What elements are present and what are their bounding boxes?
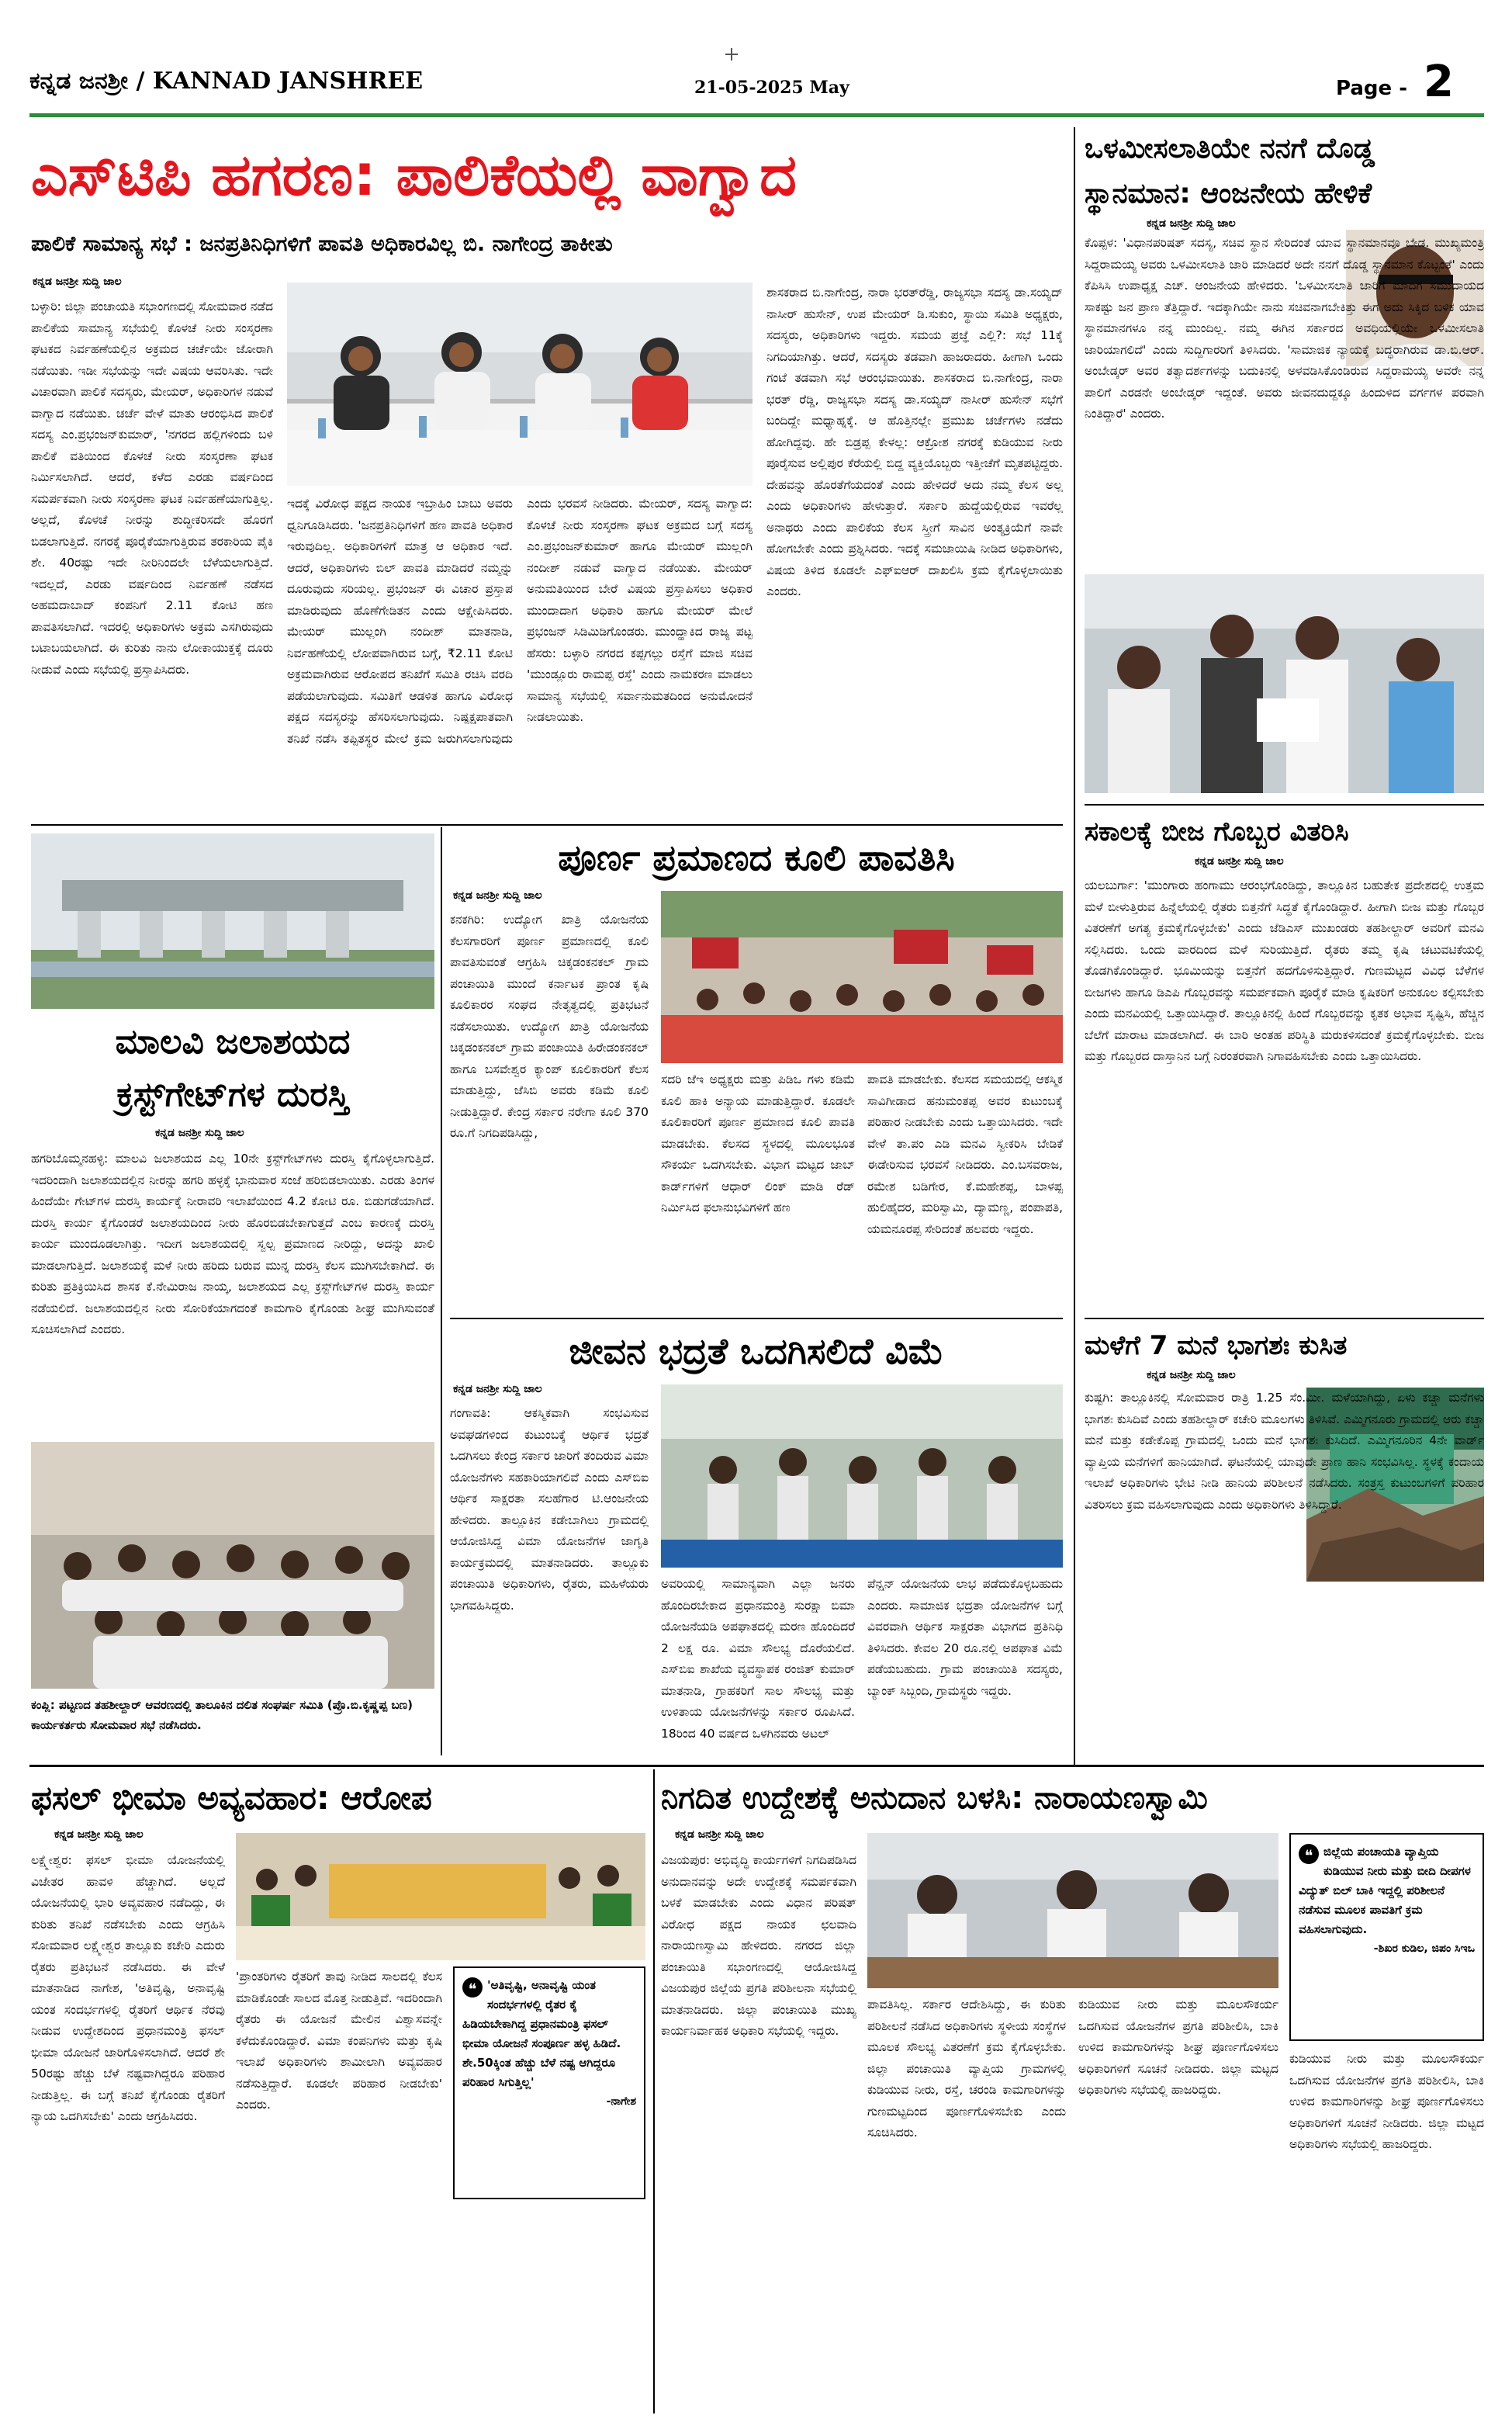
wage-col3: ಪಾವತಿ ಮಾಡಬೇಕು. ಕೆಲಸದ ಸಮಯದಲ್ಲಿ ಆಕಸ್ಮಿಕ ಸಾವಿಗೀಡಾದ ಹನುಮಂತಪ್ಪ ಅವರ ಕುಟುಂಬಕ್ಕೆ ಪರಿಹಾರ ನೀಡಬೇಕು ಎಂದು ಒತ್ತಾಯಿಸಿದರು. ಇದೇ ವೇಳೆ ತಾ.ಪಂ ಎಡಿ ಮನವಿ ಸ್ವೀಕರಿಸಿ ಬೇಡಿಕೆ ಈಡೇರಿಸುವ ಭರವಸೆ ನೀಡಿದರು. ಎಂ.ಬಸವರಾಜ, ರಮೇಶ ಬಡಿಗೇರ, ಕೆ.ಮಹೇಶಪ್ಪ, ಬಾಳಪ್ಪ ಹುಲಿಹೈದರ, ಮರಿಸ್ವಾಮಿ, ದ್ಯಾಮಣ್ಣ, ಪಂಪಾಪತಿ, ಯಮನೂರಪ್ಪ ಸೇರಿದಂತೆ ಹಲವರು ಇದ್ದರು.	[867, 1072, 1063, 1236]
grant-col2: ಪಾವತಿಸಿಲ್ಲ. ಸರ್ಕಾರ ಆದೇಶಿಸಿದ್ದು, ಈ ಕುರಿತು ಪರಿಶೀಲನೆ ನಡೆಸಿದ ಅಧಿಕಾರಿಗಳು ಸ್ಥಳೀಯ ಸಂಸ್ಥೆಗಳ ಮೂಲಕ ಸೌಲಭ್ಯ ವಿತರಣೆಗೆ ಕ್ರಮ ಕೈಗೊಳ್ಳಬೇಕು. ಜಿಲ್ಲಾ ಪಂಚಾಯಿತಿ ವ್ಯಾಪ್ತಿಯ ಗ್ರಾಮಗಳಲ್ಲಿ ಕುಡಿಯುವ ನೀರು, ರಸ್ತೆ, ಚರಂಡಿ ಕಾಮಗಾರಿಗಳನ್ನು ಗುಣಮಟ್ಟದಿಂದ ಪೂರ್ಣಗೊಳಿಸಬೇಕು ಎಂದು ಸೂಚಿಸಿದರು.	[867, 1998, 1066, 2140]
wage-col2: ಸದರಿ ಜೆಇ ಅಧ್ಯಕ್ಷರು ಮತ್ತು ಪಿಡಿಒ ಗಳು ಕಡಿಮೆ ಕೂಲಿ ಹಾಕಿ ಅನ್ಯಾಯ ಮಾಡುತ್ತಿದ್ದಾರೆ. ಕೂಡಲೇ ಕೂಲಿಕಾರರಿಗೆ ಪೂರ್ಣ ಪ್ರಮಾಣದ ಕೂಲಿ ಪಾವತಿ ಮಾಡಬೇಕು. ಕೆಲಸದ ಸ್ಥಳದಲ್ಲಿ ಮೂಲಭೂತ ಸೌಕರ್ಯ ಒದಗಿಸಬೇಕು. ವಿಭಾಗ ಮಟ್ಟದ ಜಾಬ್ ಕಾರ್ಡ್‌ಗಳಿಗೆ ಆಧಾರ್ ಲಿಂಕ್ ಮಾಡಿ ರೆಡ್ ನಿರ್ಮಿಸಿದ ಫಲಾನುಭವಿಗಳಿಗೆ ಹಣ	[661, 1072, 855, 1214]
seeds-headline: ಸಕಾಲಕ್ಕೆ ಬೀಜ ಗೊಬ್ಬರ ವಿತರಿಸಿ	[1085, 816, 1349, 847]
dam-body: ಹಗರಿಬೊಮ್ಮನಹಳ್ಳಿ: ಮಾಲವಿ ಜಲಾಶಯದ ಎಲ್ಲ 10ನೇ ಕ್ರಸ್ಟ್‌ಗೇಟ್‌ಗಳು ದುರಸ್ತಿ ಕೈಗೊಳ್ಳಲಾಗುತ್ತಿದೆ. ಇದರಿಂದಾಗಿ ಜಲಾಶಯದಲ್ಲಿನ ನೀರನ್ನು ಹಗರಿ ಹಳ್ಳಕ್ಕೆ ಭಾನುವಾರ ಸಂಜೆ ಹರಿಬಿಡಲಾಯಿತು. ಎರಡು ತಿಂಗಳ ಹಿಂದೆಯೇ ಗೇಟ್‌ಗಳ ದುರಸ್ತಿ ಕಾರ್ಯಕ್ಕೆ ನೀರಾವರಿ ಇಲಾಖೆಯಿಂದ 4.2 ಕೋಟಿ ರೂ. ಬಿಡುಗಡೆಯಾಗಿದೆ. ದುರಸ್ತಿ ಕಾರ್ಯ ಕೈಗೊಂಡರೆ ಜಲಾಶಯದಿಂದ ನೀರು ಹೊರಬಿಡಬೇಕಾಗುತ್ತದೆ ಎಂಬ ಕಾರಣಕ್ಕೆ ದುರಸ್ತಿ ಕಾರ್ಯ ಮುಂದೂಡಲಾಗಿತ್ತು. ಇದೀಗ ಜಲಾಶಯದಲ್ಲಿ ಸ್ವಲ್ಪ ಪ್ರಮಾಣದ ನೀರಿದ್ದು, ಅದನ್ನು ಖಾಲಿ ಮಾಡಲಾಗುತ್ತಿದೆ. ಜಲಾಶಯಕ್ಕೆ ಮಳೆ ನೀರು ಹರಿದು ಬರುವ ಮುನ್ನ ದುರಸ್ತಿ ಕೆಲಸ ಮುಗಿಸಬೇಕಾಗಿದೆ. ಈ ಕುರಿತು ಪ್ರತಿಕ್ರಿಯಿಸಿದ ಶಾಸಕ ಕೆ.ನೇಮಿರಾಜ ನಾಯ್ಕ, ಜಲಾಶಯದ ಎಲ್ಲ ಕ್ರಸ್ಟ್‌ಗೇಟ್‌ಗಳ ದುರಸ್ತಿ ಕಾರ್ಯ ನಡೆಯಲಿದೆ. ಜಲಾಶಯದಲ್ಲಿನ ನೀರು ಸೋರಿಕೆಯಾಗದಂತೆ ಕಾಮಗಾರಿ ಕೈಗೊಂಡು ಶೀಘ್ರ ಮುಗಿಸುವಂತೆ ಸೂಚಿಸಲಾಗಿದೆ ಎಂದರು.	[31, 1152, 434, 1336]
masthead-rule	[29, 113, 1484, 117]
crop-col1: ಲಕ್ಷ್ಮೇಶ್ವರ: ಫಸಲ್ ಭೀಮಾ ಯೋಜನೆಯಲ್ಲಿ ವಿಜೇತರ ಹಾವಳಿ ಹೆಚ್ಚಾಗಿದೆ. ಅಲ್ಲದೆ ಯೋಜನೆಯಲ್ಲಿ ಭಾರಿ ಅವ್ಯವಹಾರ ನಡೆದಿದ್ದು, ಈ ಕುರಿತು ತನಿಖೆ ನಡೆಸಬೇಕು ಎಂದು ಆಗ್ರಹಿಸಿ ಸೋಮವಾರ ಲಕ್ಷ್ಮೇಶ್ವರ ತಾಲ್ಲೂಕು ಕಚೇರಿ ಎದುರು ರೈತರು ಪ್ರತಿಭಟನೆ ನಡೆಸಿದರು. ಈ ವೇಳೆ ಮಾತನಾಡಿದ ನಾಗೇಶ, 'ಅತಿವೃಷ್ಟಿ, ಅನಾವೃಷ್ಟಿ ಯಂತ ಸಂದರ್ಭಗಳಲ್ಲಿ ರೈತರಿಗೆ ಆರ್ಥಿಕ ನೆರವು ನೀಡುವ ಉದ್ದೇಶದಿಂದ ಪ್ರಧಾನಮಂತ್ರಿ ಫಸಲ್ ಭೀಮಾ ಯೋಜನೆ ಜಾರಿಗೊಳಿಸಲಾಗಿದೆ. ಆದರೆ ಶೇ 50ರಷ್ಟು ಹೆಚ್ಚು ಬೆಳೆ ನಷ್ಟವಾಗಿದ್ದರೂ ಪರಿಹಾರ ನೀಡುತ್ತಿಲ್ಲ. ಈ ಬಗ್ಗೆ ತನಿಖೆ ಕೈಗೊಂಡು ರೈತರಿಗೆ ನ್ಯಾಯ ಒದಗಿಸಬೇಕು' ಎಂದು ಆಗ್ರಹಿಸಿದರು.	[31, 1853, 225, 2123]
crop-pullquote: 'ಅತಿವೃಷ್ಟಿ, ಅನಾವೃಷ್ಟಿ ಯಂತ ಸಂದರ್ಭಗಳಲ್ಲಿ ರೈತರ ಕೈ ಹಿಡಿಯಬೇಕಾಗಿದ್ದ ಪ್ರಧಾನಮಂತ್ರಿ ಫಸಲ್ ಭೀಮಾ ಯೋಜನೆ ಸಂಪೂರ್ಣ ಹಳ್ಳ ಹಿಡಿದೆ. ಶೇ.50ಕ್ಕಿಂತ ಹೆಚ್ಚು ಬೆಳೆ ನಷ್ಟ ಆಗಿದ್ದರೂ ಪರಿಹಾರ ಸಿಗುತ್ತಿಲ್ಲ'	[462, 1978, 621, 2089]
grant-col1: ವಿಜಯಪುರ: ಅಭಿವೃದ್ಧಿ ಕಾರ್ಯಗಳಿಗೆ ನಿಗದಿಪಡಿಸಿದ ಅನುದಾನವನ್ನು ಅದೇ ಉದ್ದೇಶಕ್ಕೆ ಸಮರ್ಪಕವಾಗಿ ಬಳಕೆ ಮಾಡಬೇಕು ಎಂದು ವಿಧಾನ ಪರಿಷತ್ ವಿರೋಧ ಪಕ್ಷದ ನಾಯಕ ಛಲವಾದಿ ನಾರಾಯಣಸ್ವಾಮಿ ಹೇಳಿದರು. ನಗರದ ಜಿಲ್ಲಾ ಪಂಚಾಯಿತಿ ಸಭಾಂಗಣದಲ್ಲಿ ಆಯೋಜಿಸಿದ್ದ ವಿಜಯಪುರ ಜಿಲ್ಲೆಯ ಪ್ರಗತಿ ಪರಿಶೀಲನಾ ಸಭೆಯಲ್ಲಿ ಮಾತನಾಡಿದರು. ಜಿಲ್ಲಾ ಪಂಚಾಯಿತಿ ಮುಖ್ಯ ಕಾರ್ಯನಿರ್ವಾಹಕ ಅಧಿಕಾರಿ ಸಭೆಯಲ್ಲಿ ಇದ್ದರು.	[661, 1853, 856, 2038]
bottom-divider	[653, 1769, 655, 2413]
quote-icon: ❝	[1299, 1844, 1319, 1864]
dam-headline-1: ಮಾಲವಿ ಜಲಾಶಯದ	[115, 1022, 351, 1062]
lead-byline: ಕನ್ನಡ ಜನಶ್ರೀ ಸುದ್ದಿ ಜಾಲ	[33, 275, 122, 288]
insurance-byline: ಕನ್ನಡ ಜನಶ್ರೀ ಸುದ್ದಿ ಜಾಲ	[453, 1383, 542, 1395]
memorandum-photo	[1085, 574, 1484, 793]
issue-date: 21-05-2025 May	[694, 78, 849, 98]
lead-headline: ಎಸ್‌ಟಿಪಿ ಹಗರಣ: ಪಾಲಿಕೆಯಲ್ಲಿ ವಾಗ್ವಾದ	[31, 142, 797, 209]
crop-headline: ಫಸಲ್ ಭೀಮಾ ಅವ್ಯವಹಾರ: ಆರೋಪ	[31, 1779, 432, 1817]
page-label: Page -	[1336, 77, 1407, 100]
mid-section-rule	[31, 824, 1063, 826]
insurance-col1: ಗಂಗಾವತಿ: ಆಕಸ್ಮಿಕವಾಗಿ ಸಂಭವಿಸುವ ಅವಘಡಗಳಿಂದ ಕುಟುಂಬಕ್ಕೆ ಆರ್ಥಿಕ ಭದ್ರತೆ ಒದಗಿಸಲು ಕೇಂದ್ರ ಸರ್ಕಾರ ಜಾರಿಗೆ ತಂದಿರುವ ವಿಮಾ ಯೋಜನೆಗಳು ಸಹಕಾರಿಯಾಗಲಿವೆ ಎಂದು ಎಸ್‌ಬಿಐ ಆರ್ಥಿಕ ಸಾಕ್ಷರತಾ ಸಲಹೆಗಾರ ಟಿ.ಆಂಜನೇಯ ಹೇಳಿದರು. ತಾಲ್ಲೂಕಿನ ಕಡೇಬಾಗಿಲು ಗ್ರಾಮದಲ್ಲಿ ಆಯೋಜಿಸಿದ್ದ ವಿಮಾ ಯೋಜನೆಗಳ ಜಾಗೃತಿ ಕಾರ್ಯಕ್ರಮದಲ್ಲಿ ಮಾತನಾಡಿದರು. ತಾಲ್ಲೂಕು ಪಂಚಾಯಿತಿ ಅಧಿಕಾರಿಗಳು, ರೈತರು, ಮಹಿಳೆಯರು ಭಾಗವಹಿಸಿದ್ದರು.	[450, 1406, 649, 1613]
grant-byline: ಕನ್ನಡ ಜನಶ್ರೀ ಸುದ್ದಿ ಜಾಲ	[675, 1828, 764, 1841]
dss-caption: ಕಂಪ್ಲಿ: ಪಟ್ಟಣದ ತಹಶೀಲ್ದಾರ್ ಆವರಣದಲ್ಲಿ ತಾಲೂಕಿನ ದಲಿತ ಸಂಘರ್ಷ ಸಮಿತಿ (ಪ್ರೊ.ಬಿ.ಕೃಷ್ಣಪ್ಪ ಬಣ) ಕಾರ್ಯಕರ್ತರು ಸೋಮವಾರ ಸಭೆ ನಡೆಸಿದರು.	[31, 1698, 413, 1732]
awareness-photo	[661, 1384, 1063, 1568]
insurance-col2: ಅವರಿಯಲ್ಲಿ ಸಾಮಾನ್ಯವಾಗಿ ಎಲ್ಲಾ ಜನರು ಹೊಂದಿರಬೇಕಾದ ಪ್ರಧಾನಮಂತ್ರಿ ಸುರಕ್ಷಾ ಬಿಮಾ ಯೋಜನೆಯಡಿ ಅಪಘಾತದಲ್ಲಿ ಮರಣ ಹೊಂದಿದರೆ 2 ಲಕ್ಷ ರೂ. ವಿಮಾ ಸೌಲಭ್ಯ ದೊರೆಯಲಿದೆ. ಎಸ್‌ಬಿಐ ಶಾಖೆಯ ವ್ಯವಸ್ಥಾಪಕ ರಂಜಿತ್ ಕುಮಾರ್ ಮಾತನಾಡಿ, ಗ್ರಾಹಕರಿಗೆ ಸಾಲ ಸೌಲಭ್ಯ ಮತ್ತು ಉಳಿತಾಯ ಯೋಜನೆಗಳನ್ನು ಸರ್ಕಾರ ರೂಪಿಸಿದೆ. 18ರಿಂದ 40 ವರ್ಷದ ಒಳಗಿನವರು ಅಟಲ್	[661, 1577, 855, 1741]
crop-byline: ಕನ್ನಡ ಜನಶ್ರೀ ಸುದ್ದಿ ಜಾಲ	[54, 1828, 144, 1841]
reservation-headline-2: ಸ್ಥಾನಮಾನ: ಆಂಜನೇಯ ಹೇಳಿಕೆ	[1085, 178, 1372, 210]
lead-subhead: ಪಾಲಿಕೆ ಸಾಮಾನ್ಯ ಸಭೆ : ಜನಪ್ರತಿನಿಧಿಗಳಿಗೆ ಪಾವತಿ ಅಧಿಕಾರವಿಲ್ಲ ಬಿ. ನಾಗೇಂದ್ರ ತಾಕೀತು	[31, 232, 613, 256]
grant-headline: ನಿಗದಿತ ಉದ್ದೇಶಕ್ಕೆ ಅನುದಾನ ಬಳಸಿ: ನಾರಾಯಣಸ್ವಾಮಿ	[661, 1780, 1208, 1816]
rain-byline: ಕನ್ನಡ ಜನಶ್ರೀ ಸುದ್ದಿ ಜಾಲ	[1147, 1369, 1236, 1381]
farmers-protest-photo	[236, 1833, 645, 1960]
seeds-top-rule	[1085, 804, 1484, 806]
seeds-byline: ಕನ್ನಡ ಜನಶ್ರೀ ಸುದ್ದಿ ಜಾಲ	[1195, 855, 1284, 868]
reservation-headline-1: ಒಳಮೀಸಲಾತಿಯೇ ನನಗೆ ದೊಡ್ಡ	[1085, 133, 1375, 165]
wage-headline: ಪೂರ್ಣ ಪ್ರಮಾಣದ ಕೂಲಿ ಪಾವತಿಸಿ	[558, 837, 955, 878]
lead-photo	[287, 282, 753, 486]
grant-sidebox	[1289, 1833, 1484, 2041]
page-number: 2	[1424, 57, 1454, 107]
insurance-col3: ಪೆನ್ಷನ್ ಯೋಜನೆಯ ಲಾಭ ಪಡೆದುಕೊಳ್ಳಬಹುದು ಎಂದರು. ಸಾಮಾಜಿಕ ಭದ್ರತಾ ಯೋಜನೆಗಳ ಬಗ್ಗೆ ವಿವರವಾಗಿ ಆರ್ಥಿಕ ಸಾಕ್ಷರತಾ ವಿಭಾಗದ ಪ್ರತಿನಿಧಿ ತಿಳಿಸಿದರು. ಕೇವಲ 20 ರೂ.ನಲ್ಲಿ ಅಪಘಾತ ವಿಮೆ ಪಡೆಯಬಹುದು. ಗ್ರಾಮ ಪಂಚಾಯಿತಿ ಸದಸ್ಯರು, ಬ್ಯಾಂಕ್ ಸಿಬ್ಬಂದಿ, ಗ್ರಾಮಸ್ಥರು ಇದ್ದರು.	[867, 1577, 1063, 1698]
rain-top-rule	[1085, 1318, 1484, 1319]
mid-divider	[441, 827, 442, 1755]
wage-col1: ಕನಕಗಿರಿ: ಉದ್ಯೋಗ ಖಾತ್ರಿ ಯೋಜನೆಯ ಕೆಲಸಗಾರರಿಗೆ ಪೂರ್ಣ ಪ್ರಮಾಣದಲ್ಲಿ ಕೂಲಿ ಪಾವತಿಸುವಂತೆ ಆಗ್ರಹಿಸಿ ಚಿಕ್ಕಡಂಕನಕಲ್ ಗ್ರಾಮ ಪಂಚಾಯಿತಿ ಮುಂದೆ ಕರ್ನಾಟಕ ಪ್ರಾಂತ ಕೃಷಿ ಕೂಲಿಕಾರರ ಸಂಘದ ನೇತೃತ್ವದಲ್ಲಿ ಪ್ರತಿಭಟನೆ ನಡೆಸಲಾಯಿತು. ಉದ್ಯೋಗ ಖಾತ್ರಿ ಯೋಜನೆಯ ಚಿಕ್ಕಡಂಕನಕಲ್ ಗ್ರಾಮ ಪಂಚಾಯಿತಿ ಹಿರೇಡಂಕನಕಲ್ ಹಾಗೂ ಬಸವೇಶ್ವರ ಕ್ಯಾಂಪ್ ಕೂಲಿಕಾರರಿಗೆ ಕೆಲಸ ಮಾಡುತ್ತಿದ್ದು, ಜೆಸಿಬಿ ಅವರು ಕಡಿಮೆ ಕೂಲಿ ನೀಡುತ್ತಿದ್ದಾರೆ. ಕೇಂದ್ರ ಸರ್ಕಾರ ನರೇಗಾ ಕೂಲಿ 370 ರೂ.ಗೆ ನಿಗದಿಪಡಿಸಿದ್ದು,	[450, 913, 649, 1140]
column-divider	[1074, 127, 1075, 1765]
lead-col1: ಬಳ್ಳಾರಿ: ಜಿಲ್ಲಾ ಪಂಚಾಯತಿ ಸಭಾಂಗಣದಲ್ಲಿ ಸೋಮವಾರ ನಡೆದ ಪಾಲಿಕೆಯ ಸಾಮಾನ್ಯ ಸಭೆಯಲ್ಲಿ ಕೊಳಚೆ ನೀರು ಸಂಸ್ಕರಣಾ ಘಟಕದ ನಿರ್ವಹಣೆಯಲ್ಲಿನ ಅಕ್ರಮದ ಚರ್ಚೆಯೇ ಜೋರಾಗಿ ನಡೆಯಿತು. ಇಡೀ ಸಭೆಯನ್ನು ಇದೇ ವಿಷಯ ಆವರಿಸಿತು. ಇದೇ ವಿಚಾರವಾಗಿ ಪಾಲಿಕೆ ಸದಸ್ಯರು, ಮೇಯರ್, ಅಧಿಕಾರಿಗಳ ನಡುವೆ ವಾಗ್ವಾದ ನಡೆಯಿತು. ಚರ್ಚೆ ವೇಳೆ ಮಾತು ಆರಂಭಿಸಿದ ಪಾಲಿಕೆ ಸದಸ್ಯ ಎಂ.ಪ್ರಭಂಜನ್‌ಕುಮಾರ್, 'ನಗರದ ಹಲ್ಲಿಗಳಿಂದು ಬಳಿ ಪಾಲಿಕೆ ವತಿಯಿಂದ ಕೊಳಚೆ ನೀರು ಸಂಸ್ಕರಣಾ ಘಟಕ ನಿರ್ಮಿಸಲಾಗಿದೆ. ಆದರೆ, ಕಳೆದ ಎರಡು ವರ್ಷದಿಂದ ಸಮರ್ಪಕವಾಗಿ ನೀರು ಸಂಸ್ಕರಣಾ ಘಟಕ ನಿರ್ವಹಣೆಯಾಗುತ್ತಿಲ್ಲ. ಅಲ್ಲದೆ, ಕೊಳಚೆ ನೀರನ್ನು ಶುದ್ಧೀಕರಿಸದೇ ಹೊರಗೆ ಬಿಡಲಾಗುತ್ತಿದೆ. ನಗರಕ್ಕೆ ಪೂರೈಕೆಯಾಗುತ್ತಿರುವ ತರಕಾರಿಯ ಪೈಕಿ ಶೇ. 40ರಷ್ಟು ಇದೇ ನೀರಿನಿಂದಲೇ ಬೆಳೆಯಲಾಗುತ್ತಿದೆ. ಇದಲ್ಲದೆ, ಎರಡು ವರ್ಷದಿಂದ ನಿರ್ವಹಣೆ ನಡೆಸದ ಅಹಮದಾಬಾದ್ ಕಂಪನಿಗೆ 2.11 ಕೋಟಿ ಹಣ ಪಾವತಿಸಲಾಗಿದೆ. ಇದರಲ್ಲಿ ಅಧಿಕಾರಿಗಳು ಅಕ್ರಮ ಎಸಗಿರುವುದು ಬಟಾಬಯಲಾಗಿದೆ. ಈ ಕುರಿತು ನಾನು ಲೋಕಾಯುಕ್ತಕ್ಕೆ ದೂರು ನೀಡುವೆ ಎಂದು ಸಭೆಯಲ್ಲಿ ಪ್ರಸ್ತಾಪಿಸಿದರು.	[31, 300, 273, 677]
reservation-body: ಕೊಪ್ಪಳ: 'ವಿಧಾನಪರಿಷತ್ ಸದಸ್ಯ, ಸಚಿವ ಸ್ಥಾನ ಸೇರಿದಂತೆ ಯಾವ ಸ್ಥಾನಮಾನವೂ ಬೇಡ. ಮುಖ್ಯಮಂತ್ರಿ ಸಿದ್ದರಾಮಯ್ಯ ಅವರು ಒಳಮೀಸಲಾತಿ ಜಾರಿ ಮಾಡಿದರೆ ಅದೇ ನನಗೆ ದೊಡ್ಡ ಸ್ಥಾನಮಾನ ಕೊಟ್ಟಂತೆ' ಎಂದು ಕೆಪಿಸಿಸಿ ಉಪಾಧ್ಯಕ್ಷ ಎಚ್. ಆಂಜನೇಯ ಹೇಳಿದರು. 'ಒಳಮೀಸಲಾತಿ ಜಾರಿಗೆ ಮಾದಿಗ ಸಮುದಾಯದ ಸಾಕಷ್ಟು ಜನ ಪ್ರಾಣ ತೆತ್ತಿದ್ದಾರೆ. ಇದಕ್ಕಾಗಿಯೇ ನಾನು ಸಚಿವನಾಗಬೇಕಿತ್ತು ಈಗ ಅದು ಸಿಕ್ಕಿದ ಬಳಿಕ ಯಾವ ಸ್ಥಾನಮಾನಗಳೂ ನನ್ನ ಮುಂದಿಲ್ಲ. ನಮ್ಮ ಈಗಿನ ಸರ್ಕಾರದ ಅವಧಿಯಲ್ಲಿಯೇ ಒಳಮೀಸಲಾತಿ ಜಾರಿಯಾಗಲಿದೆ' ಎಂದು ಸುದ್ದಿಗಾರರಿಗೆ ತಿಳಿಸಿದರು. 'ಸಾಮಾಜಿಕ ನ್ಯಾಯಕ್ಕೆ ಬದ್ಧರಾಗಿರುವ ಡಾ.ಬಿ.ಆರ್. ಅಂಬೇಡ್ಕರ್ ಅವರ ತತ್ವಾದರ್ಶಗಳನ್ನು ಬದುಕಿನಲ್ಲಿ ಅಳವಡಿಸಿಕೊಂಡಿರುವ ಸಿದ್ದರಾಮಯ್ಯ ಅವರೇ ನನ್ನ ಪಾಲಿಗೆ ಎರಡನೇ ಅಂಬೇಡ್ಕರ್ ಇದ್ದಂತೆ. ಅವರು ಜೀವನದುದ್ದಕ್ಕೂ ಹಿಂದುಳಿದ ವರ್ಗಗಳ ಪರವಾಗಿ ನಿಂತಿದ್ದಾರೆ' ಎಂದರು.	[1085, 236, 1484, 421]
grant-sidebox-author: -ಶಿಖರ ಕುಡಿಲ, ಜಿಪಂ ಸಿಇಒ	[1373, 1942, 1475, 1955]
insurance-headline: ಜೀವನ ಭದ್ರತೆ ಒದಗಿಸಲಿದೆ ವಿಮೆ	[569, 1330, 944, 1372]
protest-photo	[661, 891, 1063, 1063]
masthead-cross	[725, 48, 738, 61]
dam-photo	[31, 833, 434, 1009]
grant-col3: ಕುಡಿಯುವ ನೀರು ಮತ್ತು ಮೂಲಸೌಕರ್ಯ ಒದಗಿಸುವ ಯೋಜನೆಗಳ ಪ್ರಗತಿ ಪರಿಶೀಲಿಸಿ, ಬಾಕಿ ಉಳಿದ ಕಾಮಗಾರಿಗಳನ್ನು ಶೀಘ್ರ ಪೂರ್ಣಗೊಳಿಸಲು ಅಧಿಕಾರಿಗಳಿಗೆ ಸೂಚನೆ ನೀಡಿದರು. ಜಿಲ್ಲಾ ಮಟ್ಟದ ಅಧಿಕಾರಿಗಳು ಸಭೆಯಲ್ಲಿ ಹಾಜರಿದ್ದರು.	[1078, 1998, 1278, 2097]
reservation-byline: ಕನ್ನಡ ಜನಶ್ರೀ ಸುದ್ದಿ ಜಾಲ	[1147, 217, 1236, 230]
bottom-section-rule	[29, 1765, 1484, 1767]
lead-col2: ಇದಕ್ಕೆ ವಿರೋಧ ಪಕ್ಷದ ನಾಯಕ ಇಬ್ರಾಹಿಂ ಬಾಬು ಅವರು ಧ್ವನಿಗೂಡಿಸಿದರು. 'ಜನಪ್ರತಿನಿಧಿಗಳಿಗೆ ಹಣ ಪಾವತಿ ಅಧಿಕಾರ ಇರುವುದಿಲ್ಲ. ಅಧಿಕಾರಿಗಳಿಗೆ ಮಾತ್ರ ಆ ಅಧಿಕಾರ ಇದೆ. ಆದರೆ, ಅಧಿಕಾರಿಗಳು ಬಿಲ್ ಪಾವತಿ ಮಾಡಿದರೆ ನಮ್ಮನ್ನು ದೂರುವುದು ಸರಿಯಲ್ಲ. ಪ್ರಭಂಜನ್ ಈ ವಿಚಾರ ಪ್ರಸ್ತಾಪ ಮಾಡಿರುವುದು ಹೊಣೆಗೇಡಿತನ ಎಂದು ಆಕ್ಷೇಪಿಸಿದರು. ಮೇಯರ್ ಮುಲ್ಲಂಗಿ ನಂದೀಶ್ ಮಾತನಾಡಿ, ನಿರ್ವಹಣೆಯಲ್ಲಿ ಲೋಪವಾಗಿರುವ ಬಗ್ಗೆ, ₹2.11 ಕೋಟಿ ಅಕ್ರಮವಾಗಿರುವ ಆರೋಪದ ತನಿಖೆಗೆ ಸಮಿತಿ ರಚಿಸಿ ವರದಿ ಪಡೆಯಲಾಗುವುದು. ಸಮಿತಿಗೆ ಆಡಳಿತ ಹಾಗೂ ವಿರೋಧ ಪಕ್ಷದ ಸದಸ್ಯರನ್ನು ಹೆಸರಿಸಲಾಗುವುದು. ನಿಷ್ಪಕ್ಷಪಾತವಾಗಿ ತನಿಖೆ ನಡೆಸಿ ತಪ್ಪಿತಸ್ಥರ ಮೇಲೆ ಕ್ರಮ ಜರುಗಿಸಲಾಗುವುದು ಎಂದು ಭರವಸೆ ನೀಡಿದರು. ಮೇಯರ್, ಸದಸ್ಯ ವಾಗ್ವಾದ: ಕೊಳಚೆ ನೀರು ಸಂಸ್ಕರಣಾ ಘಟಕ ಅಕ್ರಮದ ಬಗ್ಗೆ ಸದಸ್ಯ ಎಂ.ಪ್ರಭಂಜನ್‌ಕುಮಾರ್ ಹಾಗೂ ಮೇಯರ್ ಮುಲ್ಲಂಗಿ ನಂದೀಶ್ ನಡುವೆ ವಾಗ್ವಾದ ನಡೆಯಿತು. ಮೇಯರ್ ಅನುಮತಿಯಿಂದ ಬೇರೆ ವಿಷಯ ಪ್ರಸ್ತಾಪಿಸಲು ಅಧಿಕಾರ ಮುಂದಾದಾಗ ಅಧಿಕಾರಿ ಹಾಗೂ ಮೇಯರ್ ಮೇಲೆ ಪ್ರಭಂಜನ್ ಸಿಡಿಮಿಡಿಗೊಂಡರು. ಮುಂದ್ಹಾಕಿದ ರಾಜ್ಯ ಪಟ್ಟ ಹೆಸರು: ಬಳ್ಳಾರಿ ನಗರದ ಕಪ್ಪಗಲ್ಲು ರಸ್ತೆಗೆ ಮಾಜಿ ಸಚಿವ 'ಮುಂಡ್ಲೂರು ರಾಮಪ್ಪ ರಸ್ತೆ' ಎಂದು ನಾಮಕರಣ ಮಾಡಲು ಸಾಮಾನ್ಯ ಸಭೆಯಲ್ಲಿ ಸರ್ವಾನುಮತದಿಂದ ಅನುಮೋದನೆ ನೀಡಲಾಯಿತು.	[287, 497, 753, 746]
grant-col4: ಕುಡಿಯುವ ನೀರು ಮತ್ತು ಮೂಲಸೌಕರ್ಯ ಒದಗಿಸುವ ಯೋಜನೆಗಳ ಪ್ರಗತಿ ಪರಿಶೀಲಿಸಿ, ಬಾಕಿ ಉಳಿದ ಕಾಮಗಾರಿಗಳನ್ನು ಶೀಘ್ರ ಪೂರ್ಣಗೊಳಿಸಲು ಅಧಿಕಾರಿಗಳಿಗೆ ಸೂಚನೆ ನೀಡಿದರು. ಜಿಲ್ಲಾ ಮಟ್ಟದ ಅಧಿಕಾರಿಗಳು ಸಭೆಯಲ್ಲಿ ಹಾಜರಿದ್ದರು.	[1289, 2052, 1484, 2151]
dam-byline: ಕನ್ನಡ ಜನಶ್ರೀ ಸುದ್ದಿ ಜಾಲ	[155, 1127, 244, 1139]
rain-headline: ಮಳೆಗೆ 7 ಮನೆ ಭಾಗಶಃ ಕುಸಿತ	[1085, 1330, 1348, 1361]
crop-pullquote-author: -ನಾಗೇಶ	[606, 2095, 636, 2108]
quote-icon: ❝	[462, 1977, 483, 1998]
seeds-body: ಯಲಬುರ್ಗಾ: 'ಮುಂಗಾರು ಹಂಗಾಮು ಆರಂಭಗೊಂಡಿದ್ದು, ತಾಲ್ಲೂಕಿನ ಬಹುತೇಕ ಪ್ರದೇಶದಲ್ಲಿ ಉತ್ತಮ ಮಳೆ ಬೀಳುತ್ತಿರುವ ಹಿನ್ನೆಲೆಯಲ್ಲಿ ರೈತರು ಬಿತ್ತನೆಗೆ ಸಿದ್ಧತೆ ಕೈಗೊಂಡಿದ್ದಾರೆ. ಹೀಗಾಗಿ ಬೀಜ ಮತ್ತು ಗೊಬ್ಬರ ವಿತರಣೆಗೆ ಅಗತ್ಯ ಕ್ರಮಕೈಗೊಳ್ಳಬೇಕು' ಎಂದು ಜೆಡಿಎಸ್ ಮುಖಂಡರು ತಹಶೀಲ್ದಾರ್ ಅವರಿಗೆ ಮನವಿ ಸಲ್ಲಿಸಿದರು. ಒಂದು ವಾರದಿಂದ ಮಳೆ ಸುರಿಯುತ್ತಿದೆ. ರೈತರು ತಮ್ಮ ಕೃಷಿ ಚಟುವಟಿಕೆಯಲ್ಲಿ ತೊಡಗಿಕೊಂಡಿದ್ದಾರೆ. ಭೂಮಿಯನ್ನು ಬಿತ್ತನೆಗೆ ಹದಗೊಳಿಸುತ್ತಿದ್ದಾರೆ. ಗುಣಮಟ್ಟದ ವಿವಿಧ ಬೆಳೆಗಳ ಬೀಜಗಳು ಹಾಗೂ ಡಿಎಪಿ ಗೊಬ್ಬರವನ್ನು ಸಮರ್ಪಕವಾಗಿ ಪೂರೈಕೆ ಮಾಡಿ ಕೃಷಿಕರಿಗೆ ಅನುಕೂಲ ಕಲ್ಪಿಸಬೇಕು ಎಂದು ಮನವಿಯಲ್ಲಿ ಒತ್ತಾಯಿಸಿದ್ದಾರೆ. ತಾಲ್ಲೂಕಿನಲ್ಲಿ ಹಿಂದೆ ಗೊಬ್ಬರವನ್ನು ಕೃತಕ ಅಭಾವ ಸೃಷ್ಟಿಸಿ, ಹೆಚ್ಚಿನ ಬೆಲೆಗೆ ಮಾರಾಟ ಮಾಡಲಾಗಿದೆ. ಈ ಬಾರಿ ಅಂತಹ ಪರಿಸ್ಥಿತಿ ಮರುಕಳಿಸದಂತೆ ಕ್ರಮಕೈಗೊಳ್ಳಬೇಕು. ಬೀಜ ಮತ್ತು ಗೊಬ್ಬರದ ದಾಸ್ತಾನಿನ ಬಗ್ಗೆ ನಿರಂತರವಾಗಿ ನಿಗಾವಹಿಸಬೇಕು ಎಂದು ಒತ್ತಾಯಿಸಿದರು.	[1085, 878, 1484, 1063]
dss-meeting-photo	[31, 1442, 434, 1689]
crop-pullquote-box	[453, 1966, 645, 2199]
grant-sidebox-text: ಜಿಲ್ಲೆಯ ಪಂಚಾಯತಿ ವ್ಯಾಪ್ತಿಯ ಕುಡಿಯುವ ನೀರು ಮತ್ತು ಬೀದಿ ದೀಪಗಳ ವಿದ್ಯುತ್ ಬಿಲ್ ಬಾಕಿ ಇದ್ದಲ್ಲಿ ಪರಿಶೀಲನೆ ನಡೆಸುವ ಮೂಲಕ ಪಾವತಿಗೆ ಕ್ರಮ ವಹಿಸಲಾಗುವುದು.	[1299, 1845, 1471, 1936]
insurance-top-rule	[450, 1318, 1063, 1319]
rain-body: ಕುಷ್ಟಗಿ: ತಾಲ್ಲೂಕಿನಲ್ಲಿ ಸೋಮವಾರ ರಾತ್ರಿ 1.25 ಸೆಂ.ಮೀ. ಮಳೆಯಾಗಿದ್ದು, ಏಳು ಕಚ್ಚಾ ಮನೆಗಳು ಭಾಗಶಃ ಕುಸಿದಿವೆ ಎಂದು ತಹಶೀಲ್ದಾರ್ ಕಚೇರಿ ಮೂಲಗಳು ತಿಳಿಸಿವೆ. ಎಮ್ಮಿಗನೂರು ಗ್ರಾಮದಲ್ಲಿ ಆರು ಕಚ್ಚಾ ಮನೆ ಮತ್ತು ಕಡೇಕೊಪ್ಪ ಗ್ರಾಮದಲ್ಲಿ ಒಂದು ಮನೆ ಭಾಗಶಃ ಕುಸಿದಿದೆ. ಎಮ್ಮಿಗನೂರಿನ 4ನೇ ವಾರ್ಡ್ ವ್ಯಾಪ್ತಿಯ ಮನೆಗಳಿಗೆ ಹಾನಿಯಾಗಿದೆ. ಘಟನೆಯಲ್ಲಿ ಯಾವುದೇ ಪ್ರಾಣ ಹಾನಿ ಸಂಭವಿಸಿಲ್ಲ. ಸ್ಥಳಕ್ಕೆ ಕಂದಾಯ ಇಲಾಖೆ ಅಧಿಕಾರಿಗಳು ಭೇಟಿ ನೀಡಿ ಹಾನಿಯ ಪರಿಶೀಲನೆ ನಡೆಸಿದರು. ಸಂತ್ರಸ್ತ ಕುಟುಂಬಗಳಿಗೆ ಪರಿಹಾರ ವಿತರಿಸಲು ಕ್ರಮ ವಹಿಸಲಾಗುವುದು ಎಂದು ಅಧಿಕಾರಿಗಳು ತಿಳಿಸಿದ್ದಾರೆ.	[1085, 1391, 1484, 1512]
review-meeting-photo	[867, 1833, 1278, 1988]
wage-byline: ಕನ್ನಡ ಜನಶ್ರೀ ಸುದ್ದಿ ಜಾಲ	[453, 889, 542, 902]
crop-col2: 'ಪ್ರಾಂತರಿಗಳು ರೈತರಿಗೆ ತಾವು ನೀಡಿದ ಸಾಲದಲ್ಲಿ ಕೆಲಸ ಮಾಡಿಕೊಂಡೇ ಸಾಲದ ಮೊತ್ತ ನೀಡುತ್ತಿವೆ. ಇದರಿಂದಾಗಿ ರೈತರು ಈ ಯೋಜನೆ ಮೇಲಿನ ವಿಶ್ವಾಸವನ್ನೇ ಕಳೆದುಕೊಂಡಿದ್ದಾರೆ. ವಿಮಾ ಕಂಪನಿಗಳು ಮತ್ತು ಕೃಷಿ ಇಲಾಖೆ ಅಧಿಕಾರಿಗಳು ಶಾಮೀಲಾಗಿ ಅವ್ಯವಹಾರ ನಡೆಸುತ್ತಿದ್ದಾರೆ. ಕೂಡಲೇ ಪರಿಹಾರ ನೀಡಬೇಕು' ಎಂದರು.	[236, 1970, 442, 2112]
dam-headline-2: ಕ್ರಸ್ಟ್‌ಗೇಟ್‌ಗಳ ದುರಸ್ತಿ	[116, 1075, 349, 1114]
masthead-title: ಕನ್ನಡ ಜನಶ್ರೀ / KANNAD JANSHREE	[29, 68, 424, 95]
lead-col3: ಶಾಸಕರಾದ ಬಿ.ನಾಗೇಂದ್ರ, ನಾರಾ ಭರತ್‌ರೆಡ್ಡಿ, ರಾಜ್ಯಸಭಾ ಸದಸ್ಯ ಡಾ.ಸಯ್ಯದ್ ನಾಸೀರ್ ಹುಸೇನ್, ಉಪ ಮೇಯರ್ ಡಿ.ಸುಕುಂ, ಸ್ಥಾಯಿ ಸಮಿತಿ ಅಧ್ಯಕ್ಷರು, ಸದಸ್ಯರು, ಅಧಿಕಾರಿಗಳು ಇದ್ದರು. ಸಮಯ ಪ್ರಜ್ಞೆ ಎಲ್ಲಿ?: ಸಭೆ 11ಕ್ಕೆ ನಿಗದಿಯಾಗಿತ್ತು. ಆದರೆ, ಸದಸ್ಯರು ತಡವಾಗಿ ಹಾಜರಾದರು. ಹೀಗಾಗಿ ಒಂದು ಗಂಟೆ ತಡವಾಗಿ ಸಭೆ ಆರಂಭವಾಯಿತು. ಶಾಸಕರಾದ ಬಿ.ನಾಗೇಂದ್ರ, ನಾರಾ ಭರತ್ ರೆಡ್ಡಿ, ರಾಜ್ಯಸಭಾ ಸದಸ್ಯ ಡಾ.ಸಯ್ಯದ್ ನಾಸೀರ್ ಹುಸೇನ್ ಸಭೆಗೆ ಬಂದಿದ್ದೇ ಮಧ್ಯಾಹ್ನಕ್ಕೆ. ಆ ಹೊತ್ತಿನಲ್ಲೇ ಪ್ರಮುಖ ಚರ್ಚೆಗಳು ನಡೆದು ಹೋಗಿದ್ದವು. ಹೇ ಬಿಡ್ರಪ್ಪ ಕೇಳಲ್ಲ: ಆಕ್ರೋಶ ನಗರಕ್ಕೆ ಕುಡಿಯುವ ನೀರು ಪೂರೈಸುವ ಅಲ್ಲಿಪುರ ಕೆರೆಯಲ್ಲಿ ಬಿದ್ದ ವ್ಯಕ್ತಿಯೊಬ್ಬರು ಇತ್ತೀಚೆಗೆ ಮೃತಪಟ್ಟಿದ್ದರು. ದೇಹವನ್ನು ಹೊರತೆಗೆಯದಂತೆ ಎಂದು ಹೇಳಿದರೆ ಅದು ನಮ್ಮ ಕೆಲಸ ಅಲ್ಲ ಎಂದು ಅಧಿಕಾರಿಗಳು ಹೇಳುತ್ತಾರೆ. ಸರ್ಕಾರಿ ಹುದ್ದೆಯಲ್ಲಿರುವ ಇವರೆಲ್ಲ ಅನಾಥರು ಎಂದು ಪಾಲಿಕೆಯ ಕೆಲಸ ಸ್ತ್ರೀಗೆ ಸಾವಿನ ಅಂತ್ಯಕ್ರಿಯೆಗೆ ನಾವೇ ಹೋಗಬೇಕೇ ಎಂದು ಪ್ರಶ್ನಿಸಿದರು. ಇದಕ್ಕೆ ಸಮಜಾಯಿಷಿ ನೀಡಿದ ಅಧಿಕಾರಿಗಳು, ವಿಷಯ ತಿಳಿದ ಕೂಡಲೇ ಎಫ್‌ಐಆರ್ ದಾಖಲಿಸಿ ಕ್ರಮ ಕೈಗೊಳ್ಳಲಾಯಿತು ಎಂದರು.	[766, 286, 1063, 598]
